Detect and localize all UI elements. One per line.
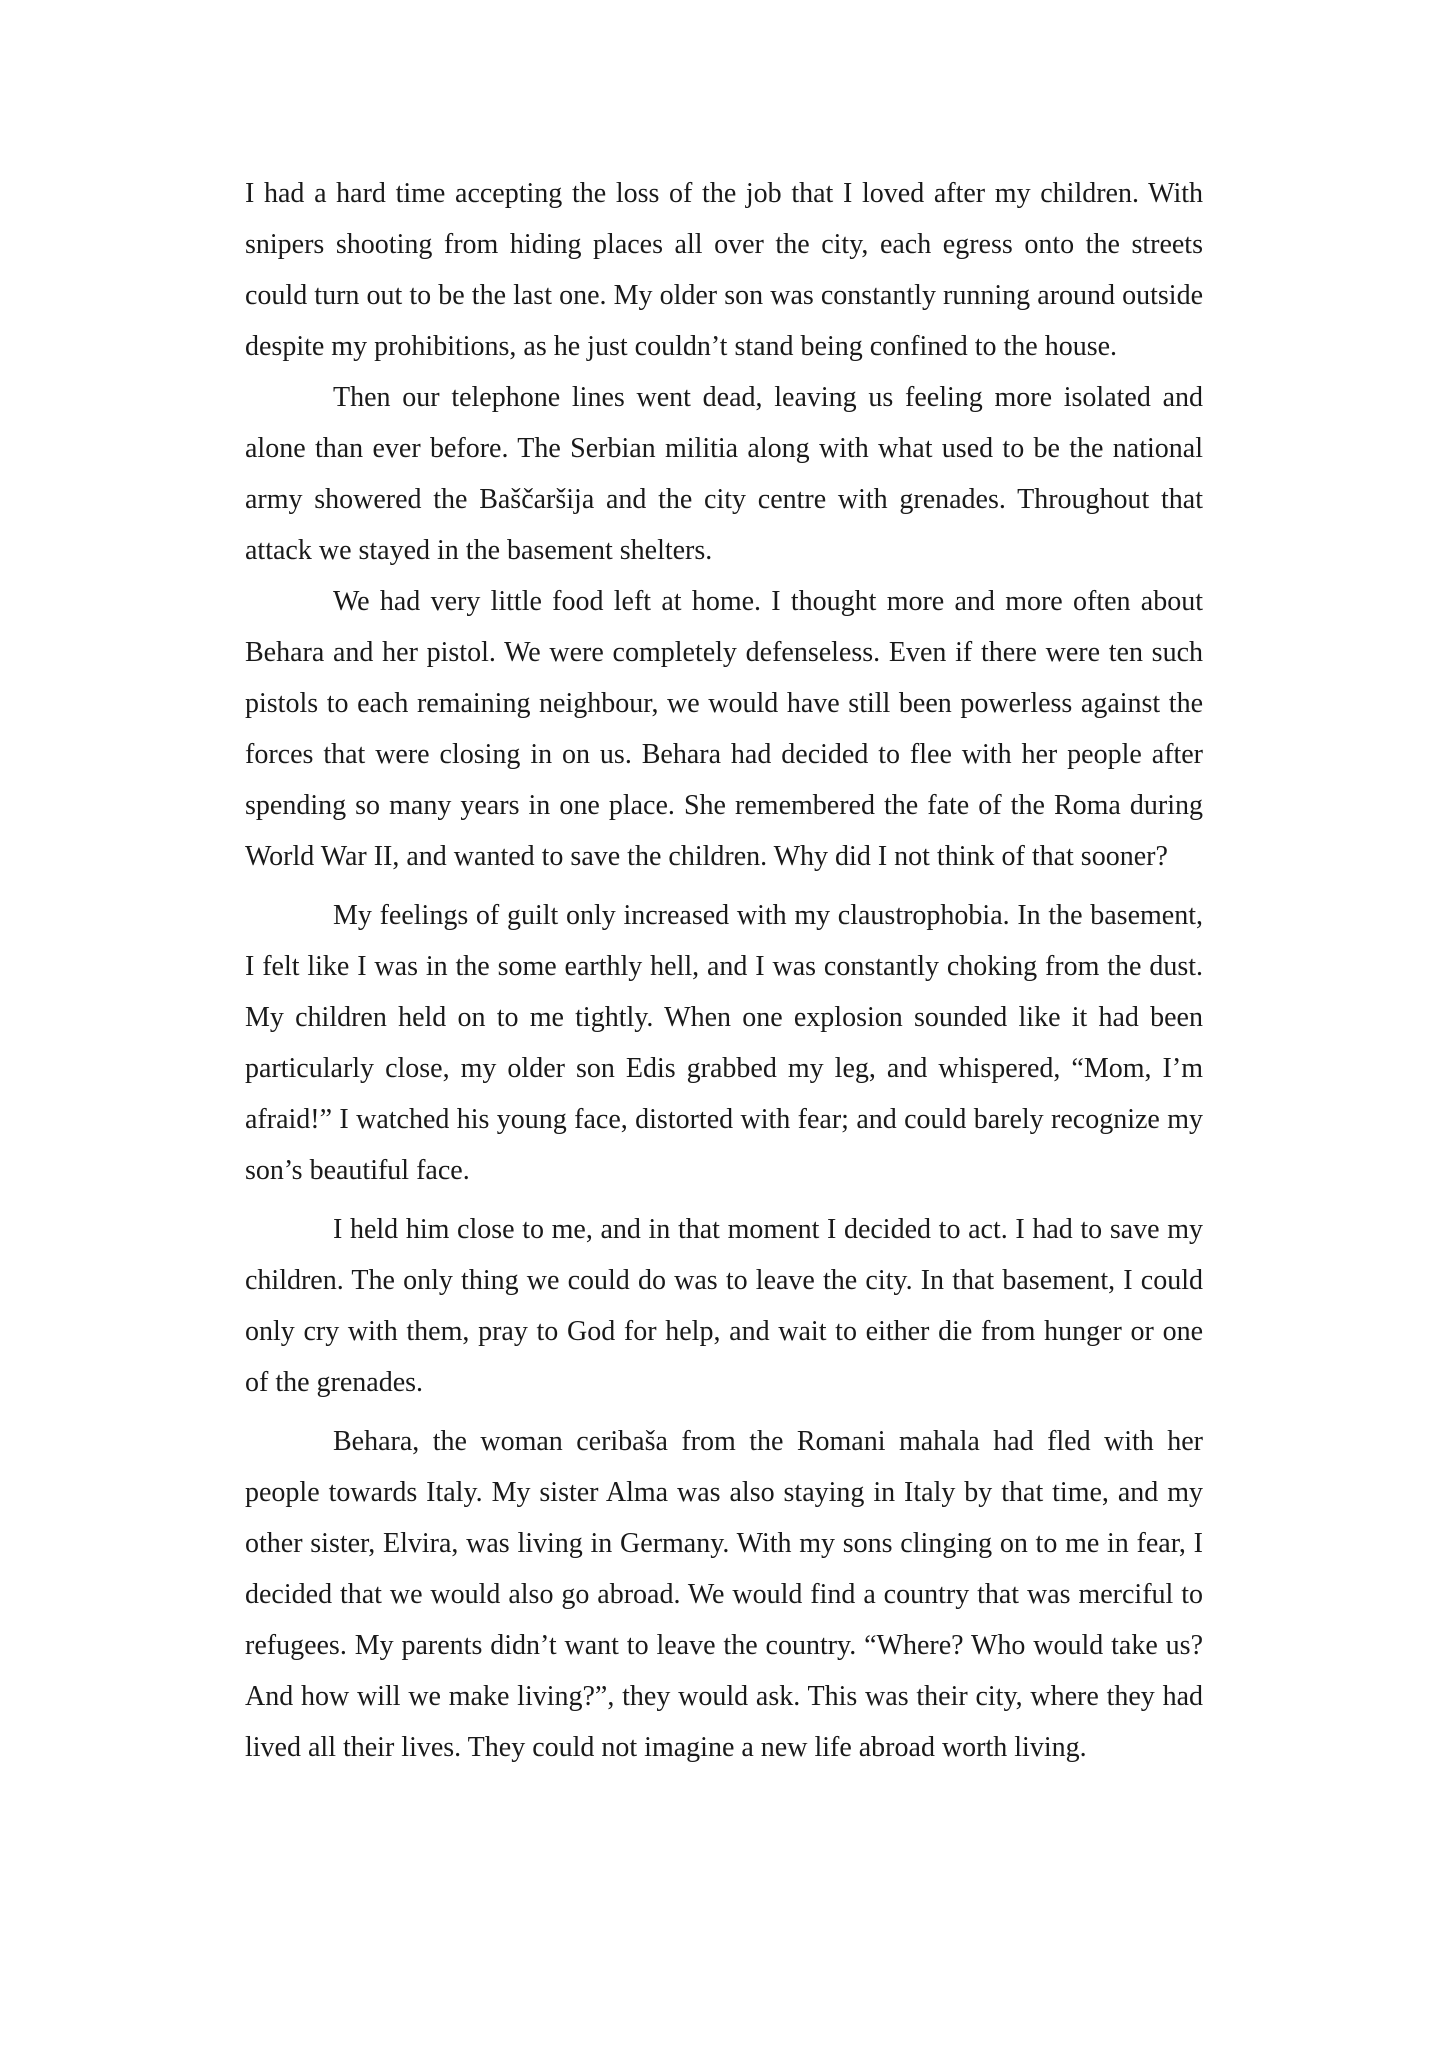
paragraph-3: We had very little food left at home. I thought more and more often about Behara and her pistol. We were completely defenseless. Even if there were ten such pistols to each remaining neighbour, we would have still been powerless against the forces that were closing in on us. Behara had decided to flee with her people after spending so many years in one place. She remembered the fate of the Roma during World War II, and wanted to save the children. Why did I not think of that sooner?	[245, 586, 1203, 872]
body-text	[245, 168, 1203, 1773]
paragraph-2: Then our telephone lines went dead, leaving us feeling more isolated and alone than ever before. The Serbian militia along with what used to be the national army showered the Baščaršija and the city centre with grenades. Throughout that attack we stayed in the basement shelters.	[245, 382, 1203, 566]
paragraph-6: Behara, the woman ceribaša from the Romani mahala had fled with her people towards Italy. My sister Alma was also staying in Italy by that time, and my other sister, Elvira, was living in Germany. With my sons clinging on to me in fear, I decided that we would also go abroad. We would find a country that was merciful to refugees. My parents didn’t want to leave the country. “Where? Who would take us? And how will we make living?”, they would ask. This was their city, where they had lived all their lives. They could not imagine a new life abroad worth living.	[245, 1426, 1203, 1763]
paragraph-1: I had a hard time accepting the loss of the job that I loved after my children. With snipers shooting from hiding places all over the city, each egress onto the streets could turn out to be the last one. My older son was constantly running around outside despite my prohibitions, as he just couldn’t stand being confined to the house.	[245, 178, 1203, 362]
paragraph-4: My feelings of guilt only increased with my claustrophobia. In the basement, I felt like I was in the some earthly hell, and I was constantly choking from the dust. My children held on to me tightly. When one explosion sounded like it had been particularly close, my older son Edis grabbed my leg, and whispered, “Mom, I’m afraid!” I watched his young face, distorted with fear; and could barely recognize my son’s beautiful face.	[245, 900, 1203, 1186]
paragraph-5: I held him close to me, and in that moment I decided to act. I had to save my children. The only thing we could do was to leave the city. In that basement, I could only cry with them, pray to God for help, and wait to either die from hunger or one of the grenades.	[245, 1214, 1203, 1398]
